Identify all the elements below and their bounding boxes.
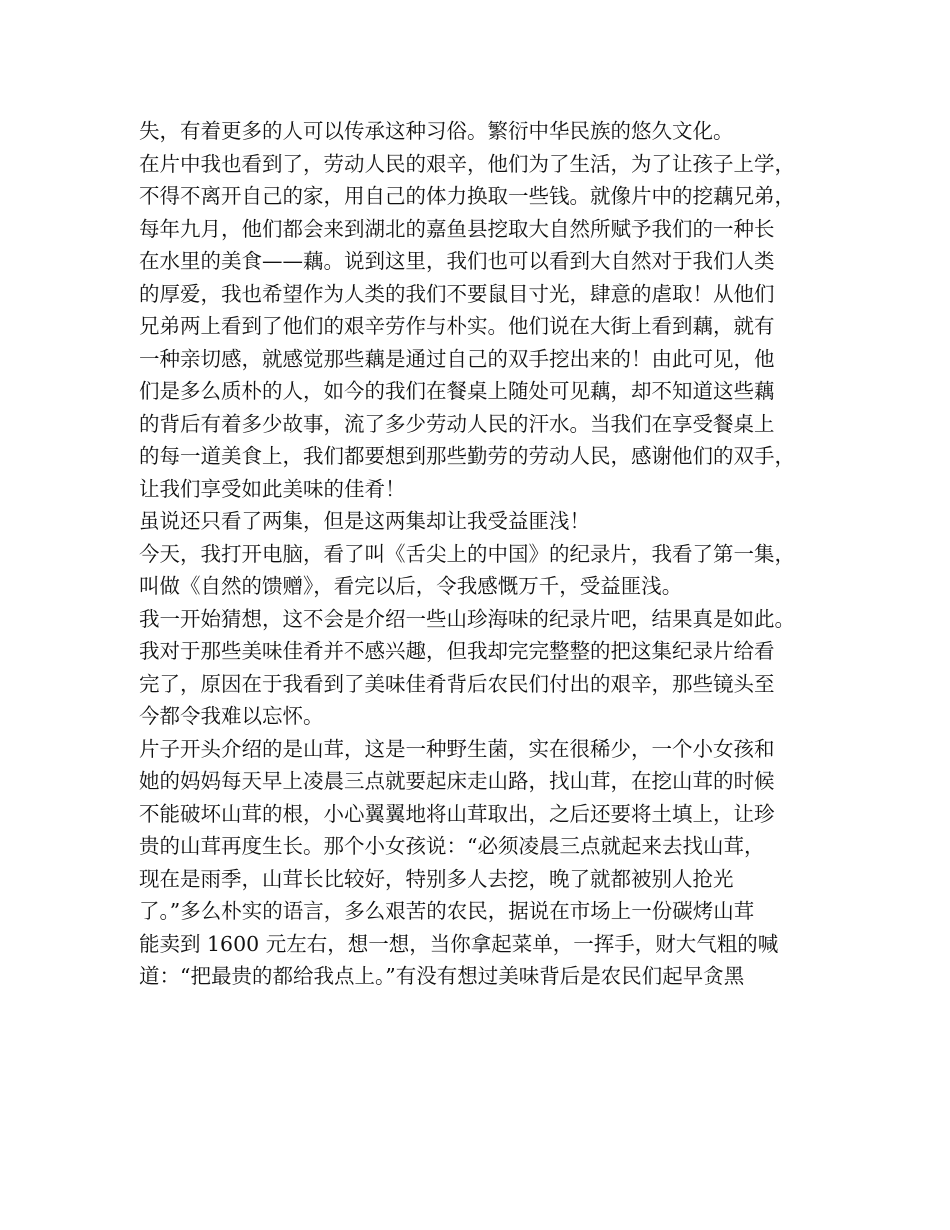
text-line: 今天，我打开电脑，看了叫《舌尖上的中国》的纪录片，我看了第一集， bbox=[139, 541, 795, 566]
text-line: 的背后有着多少故事，流了多少劳动人民的汗水。当我们在享受餐桌上 bbox=[139, 411, 775, 436]
text-line: 贵的山茸再度生长。那个小女孩说：“必须凌晨三点就起来去找山茸， bbox=[139, 834, 765, 858]
document-text-body bbox=[139, 115, 819, 993]
text-line: 叫做《自然的馈赠》，看完以后，令我感慨万千，受益匪浅。 bbox=[139, 574, 683, 598]
text-line: 的每一道美食上，我们都要想到那些勤劳的劳动人民，感谢他们的双手， bbox=[139, 444, 795, 468]
text-line: 完了，原因在于我看到了美味佳肴背后农民们付出的艰辛，那些镜头至 bbox=[139, 671, 775, 696]
text-line: 能卖到 1600 元左右，想一想，当你拿起菜单，一挥手，财大气粗的喊 bbox=[139, 931, 779, 956]
text-line: 道：“把最贵的都给我点上。”有没有想过美味背后是农民们起早贪黑 bbox=[139, 964, 745, 988]
text-line: 的厚爱，我也希望作为人类的我们不要鼠目寸光，肆意的虐取！从他们 bbox=[139, 281, 775, 306]
text-line: 们是多么质朴的人，如今的我们在餐桌上随处可见藕，却不知道这些藕 bbox=[139, 379, 775, 403]
text-line: 让我们享受如此美味的佳肴！ bbox=[139, 476, 406, 501]
text-line: 兄弟两上看到了他们的艰辛劳作与朴实。他们说在大街上看到藕，就有 bbox=[139, 314, 775, 338]
text-line: 每年九月，他们都会来到湖北的嘉鱼县挖取大自然所赋予我们的一种长 bbox=[139, 216, 775, 241]
text-line: 在片中我也看到了，劳动人民的艰辛，他们为了生活，为了让孩子上学， bbox=[139, 151, 795, 176]
text-line: 失，有着更多的人可以传承这种习俗。繁衍中华民族的悠久文化。 bbox=[139, 119, 734, 143]
text-line: 今都令我难以忘怀。 bbox=[139, 704, 324, 728]
text-line: 现在是雨季，山茸长比较好，特别多人去挖，晚了就都被别人抢光 bbox=[139, 866, 734, 891]
text-line: 不能破坏山茸的根，小心翼翼地将山茸取出，之后还要将土填上，让珍 bbox=[139, 801, 775, 826]
text-line: 片子开头介绍的是山茸，这是一种野生菌，实在很稀少，一个小女孩和 bbox=[139, 736, 775, 761]
text-line: 我一开始猜想，这不会是介绍一些山珍海味的纪录片吧，结果真是如此。 bbox=[139, 606, 795, 631]
text-line: 虽说还只看了两集，但是这两集却让我受益匪浅！ bbox=[139, 509, 590, 533]
text-line: 在水里的美食——藕。说到这里，我们也可以看到大自然对于我们人类 bbox=[139, 249, 775, 273]
text-line: 不得不离开自己的家，用自己的体力换取一些钱。就像片中的挖藕兄弟， bbox=[139, 184, 795, 208]
text-line: 一种亲切感，就感觉那些藕是通过自己的双手挖出来的！由此可见，他 bbox=[139, 346, 775, 371]
text-line: 她的妈妈每天早上凌晨三点就要起床走山路，找山茸，在挖山茸的时候 bbox=[139, 769, 775, 793]
text-line: 我对于那些美味佳肴并不感兴趣，但我却完完整整的把这集纪录片给看 bbox=[139, 639, 775, 663]
text-line: 了。”多么朴实的语言，多么艰苦的农民，据说在市场上一份碳烤山茸 bbox=[139, 899, 755, 923]
